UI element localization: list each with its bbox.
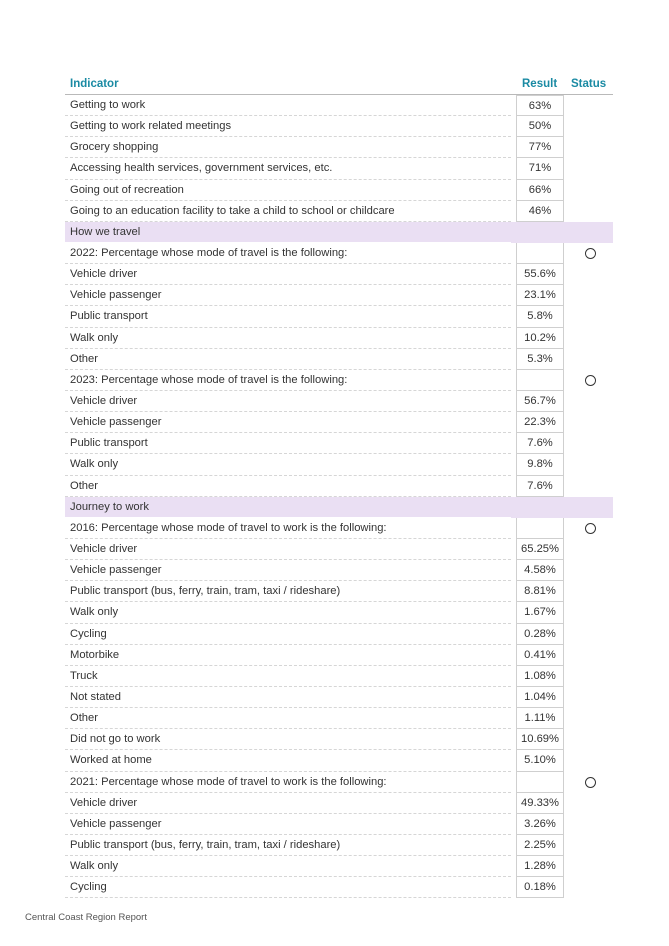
result-cell: 3.26% [516,814,564,835]
indicator-table [65,74,613,898]
result-cell: 1.08% [516,666,564,687]
indicator-cell: Did not go to work [65,729,511,750]
table-row [65,433,613,454]
table-row [65,412,613,433]
table-row [65,687,613,708]
indicator-cell: Cycling [65,877,511,898]
result-cell: 0.28% [516,624,564,645]
table-row [65,349,613,370]
status-cell [568,370,613,391]
status-cell [568,602,613,623]
indicator-cell: Motorbike [65,645,511,666]
status-cell [568,687,613,708]
indicator-cell: Public transport (bus, ferry, train, tram, taxi / rideshare) [65,835,511,856]
status-cell [568,772,613,793]
result-cell [516,243,564,264]
indicator-cell: Vehicle driver [65,264,511,285]
table-row [65,518,613,539]
table-row [65,772,613,793]
status-cell [568,137,613,158]
status-cell [568,645,613,666]
status-cell [568,158,613,179]
table-row [65,624,613,645]
status-cell [568,201,613,222]
result-cell: 9.8% [516,454,564,475]
indicator-cell: Not stated [65,687,511,708]
status-cell [568,412,613,433]
indicator-cell: Vehicle passenger [65,560,511,581]
status-cell [568,243,613,264]
indicator-column-header: Indicator [70,78,119,90]
status-circle-icon [585,523,596,534]
table-row [65,116,613,137]
table-row [65,814,613,835]
result-cell: 0.18% [516,877,564,898]
status-circle-icon [585,777,596,788]
table-row [65,391,613,412]
result-cell: 46% [516,201,564,222]
table-row [65,666,613,687]
result-cell: 65.25% [516,539,564,560]
table-row [65,95,613,116]
section-title: Journey to work [65,497,511,518]
page-footer: Central Coast Region Report [25,912,147,923]
table-row [65,856,613,877]
indicator-cell: Public transport [65,433,511,454]
status-cell [568,750,613,771]
status-cell [568,391,613,412]
status-cell [568,454,613,475]
table-body [65,95,613,898]
indicator-cell: Getting to work related meetings [65,116,511,137]
table-row [65,602,613,623]
status-cell [568,433,613,454]
table-row [65,264,613,285]
indicator-cell: Vehicle driver [65,539,511,560]
result-cell [516,222,564,243]
status-cell [568,708,613,729]
table-row [65,328,613,349]
indicator-cell: 2016: Percentage whose mode of travel to work is the following: [65,518,511,539]
result-cell [516,497,564,518]
status-column-header: Status [571,78,607,90]
status-cell [568,793,613,814]
indicator-cell: Other [65,476,511,497]
indicator-cell: Going out of recreation [65,180,511,201]
indicator-cell: Other [65,708,511,729]
status-cell [568,560,613,581]
result-cell: 5.3% [516,349,564,370]
table-row [65,877,613,898]
result-cell [516,370,564,391]
status-cell [568,264,613,285]
status-cell [568,518,613,539]
result-cell: 5.8% [516,306,564,327]
table-row [65,750,613,771]
result-cell: 49.33% [516,793,564,814]
result-cell: 71% [516,158,564,179]
table-row [65,306,613,327]
indicator-cell: 2021: Percentage whose mode of travel to work is the following: [65,772,511,793]
indicator-cell: Walk only [65,328,511,349]
status-circle-icon [585,375,596,386]
table-row [65,243,613,264]
result-cell: 8.81% [516,581,564,602]
status-cell [568,222,613,243]
result-cell: 5.10% [516,750,564,771]
indicator-cell: Walk only [65,856,511,877]
status-cell [568,497,613,518]
result-cell: 50% [516,116,564,137]
table-row [65,180,613,201]
status-cell [568,539,613,560]
status-cell [568,285,613,306]
result-cell: 77% [516,137,564,158]
table-row [65,581,613,602]
table-row [65,137,613,158]
indicator-cell: Vehicle driver [65,391,511,412]
result-cell [516,518,564,539]
indicator-cell: Going to an education facility to take a child to school or childcare [65,201,511,222]
status-cell [568,95,613,116]
table-header [65,74,613,95]
indicator-cell: Public transport (bus, ferry, train, tram, taxi / rideshare) [65,581,511,602]
table-row [65,539,613,560]
result-cell: 1.28% [516,856,564,877]
table-row [65,158,613,179]
result-cell: 66% [516,180,564,201]
indicator-cell: 2022: Percentage whose mode of travel is the following: [65,243,511,264]
result-cell: 10.2% [516,328,564,349]
result-cell: 55.6% [516,264,564,285]
status-cell [568,814,613,835]
table-row [65,835,613,856]
indicator-cell: Truck [65,666,511,687]
indicator-cell: Vehicle passenger [65,814,511,835]
status-cell [568,328,613,349]
result-cell: 7.6% [516,476,564,497]
status-cell [568,856,613,877]
table-row [65,476,613,497]
table-row [65,645,613,666]
indicator-cell: 2023: Percentage whose mode of travel is the following: [65,370,511,391]
indicator-cell: Worked at home [65,750,511,771]
result-cell: 4.58% [516,560,564,581]
result-cell: 63% [516,95,564,116]
status-cell [568,666,613,687]
result-cell: 10.69% [516,729,564,750]
result-cell: 22.3% [516,412,564,433]
table-row [65,454,613,475]
indicator-cell: Walk only [65,454,511,475]
indicator-cell: Public transport [65,306,511,327]
indicator-cell: Getting to work [65,95,511,116]
table-row [65,560,613,581]
table-row [65,370,613,391]
status-circle-icon [585,248,596,259]
indicator-cell: Vehicle passenger [65,285,511,306]
indicator-cell: Vehicle passenger [65,412,511,433]
indicator-cell: Walk only [65,602,511,623]
table-row [65,729,613,750]
indicator-cell: Grocery shopping [65,137,511,158]
table-row [65,201,613,222]
indicator-cell: Vehicle driver [65,793,511,814]
table-row [65,285,613,306]
section-header-row [65,497,613,518]
status-cell [568,729,613,750]
status-cell [568,835,613,856]
status-cell [568,349,613,370]
status-cell [568,476,613,497]
indicator-cell: Cycling [65,624,511,645]
result-cell: 1.11% [516,708,564,729]
section-header-row [65,222,613,243]
result-cell: 2.25% [516,835,564,856]
table-row [65,708,613,729]
status-cell [568,624,613,645]
result-column-header: Result [522,78,558,90]
status-cell [568,581,613,602]
status-cell [568,877,613,898]
result-cell: 1.67% [516,602,564,623]
result-cell: 56.7% [516,391,564,412]
indicator-cell: Other [65,349,511,370]
result-cell: 23.1% [516,285,564,306]
result-cell: 1.04% [516,687,564,708]
result-cell: 0.41% [516,645,564,666]
status-cell [568,306,613,327]
result-cell [516,772,564,793]
status-cell [568,180,613,201]
table-row [65,793,613,814]
section-title: How we travel [65,222,511,243]
indicator-cell: Accessing health services, government services, etc. [65,158,511,179]
status-cell [568,116,613,137]
result-cell: 7.6% [516,433,564,454]
